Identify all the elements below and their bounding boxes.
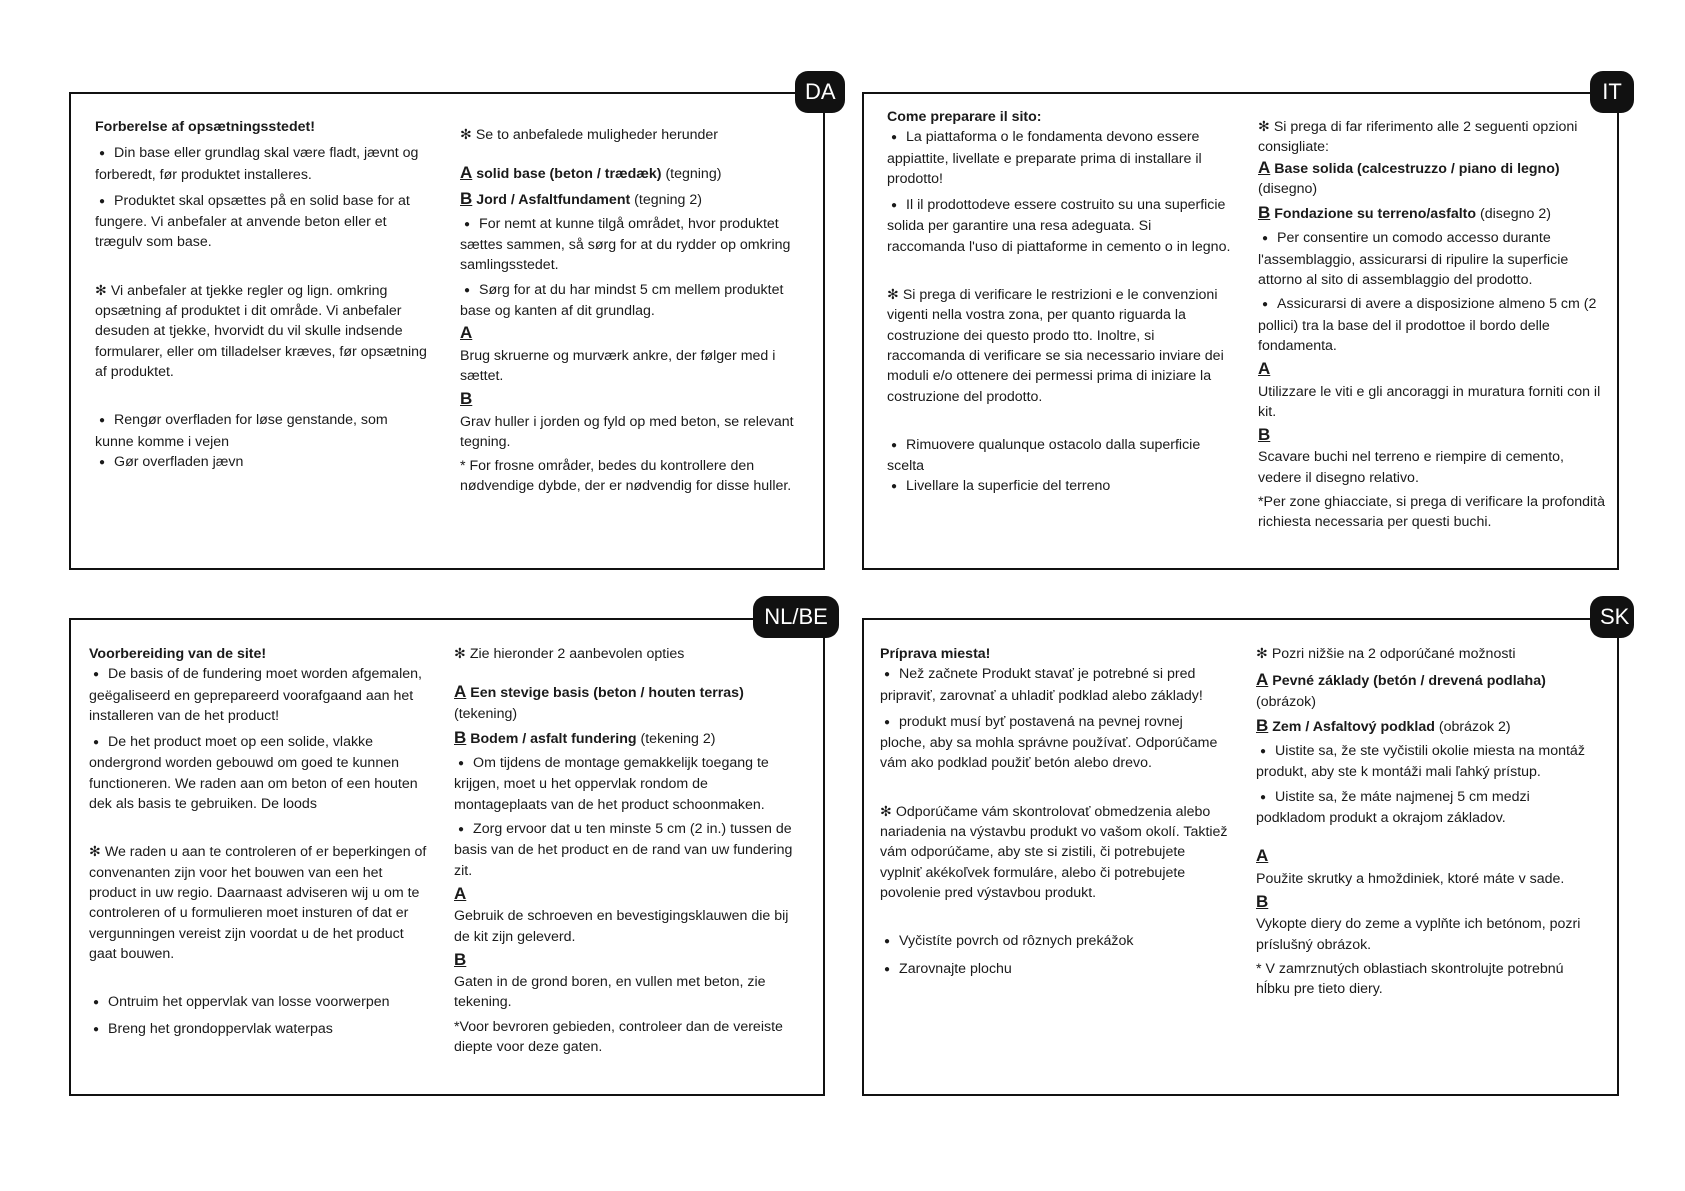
it-frost-note: *Per zone ghiacciate, si prega di verificare la profondità richiesta necessaria per questi buchi. — [1258, 494, 1605, 531]
it-section-b-text: Scavare buchi nel terreno e riempire di cemento, vedere il disegno relativo. — [1258, 449, 1564, 486]
da-option-b — [460, 189, 795, 210]
sk-section-a-text: Použite skrutky a hmoždiniek, ktoré máte v sade. — [1256, 870, 1565, 887]
sk-frost-note: * V zamrznutých oblastiach skontrolujte potrebnú hĺbku pre tieto diery. — [1256, 960, 1564, 998]
sk-bullet-2: ● produkt musí byť postavená na pevnej rovnej ploche, aby sa mohla správne používať. Odporúčame vám ako podklad použiť betón alebo drevo. — [880, 712, 1230, 774]
sk-section-a-heading: A — [1256, 846, 1269, 866]
it-bullet-1: ● La piattaforma o le fondamenta devono essere appiattite, livellate e preparate prima di installare il prodotto! — [887, 127, 1232, 189]
sk-left-column — [880, 644, 1230, 980]
da-bullet-3: ● Rengør overfladen for løse genstande, som kunne komme i vejen — [95, 410, 430, 452]
da-section-a-text: Brug skruerne og murværk ankre, der følger med i sættet. — [460, 347, 776, 384]
it-right-column — [1258, 117, 1610, 533]
nl-right-column — [454, 644, 799, 1057]
it-option-b-label: Fondazione su terreno/asfalto — [1274, 206, 1477, 223]
nl-left-column — [89, 644, 429, 1041]
it-option-a-sub: (disegno) — [1258, 180, 1318, 197]
sk-section-b-text: Vykopte diery do zeme a vyplňte ich betónom, pozri príslušný obrázok. — [1256, 916, 1581, 953]
it-bullet-5: ● Per consentire un comodo accesso durante l'assemblaggio, assicurarsi di ripulire la superficie attorno al sito di assemblaggio del prodotto. — [1258, 228, 1610, 290]
sk-option-a-sub: (obrázok) — [1256, 693, 1316, 710]
it-bullet-6: ● Assicurarsi di avere a disposizione almeno 5 cm (2 pollici) tra la base del il prodottoe il bordo delle fondamenta. — [1258, 294, 1610, 356]
lang-badge-da: DA — [795, 71, 845, 113]
da-option-a-letter: A — [460, 163, 473, 183]
da-option-a-label: solid base (beton / trædæk) — [476, 166, 662, 183]
sk-section-b-heading: B — [1256, 891, 1269, 911]
nl-option-a-sub: (tekening) — [454, 705, 518, 722]
nl-bullet-4: ● Breng het grondoppervlak waterpas — [89, 1019, 429, 1040]
da-option-b-label: Jord / Asfaltfundament — [476, 191, 631, 208]
nl-option-b-letter: B — [454, 727, 467, 747]
nl-bullet-1: ● De basis of de fundering moet worden afgemalen, geëgaliseerd en geprepareerd voorafgaand aan het installeren van de het product! — [89, 664, 429, 726]
nl-option-a — [454, 682, 799, 724]
nl-bullet-6: ● Zorg ervoor dat u ten minste 5 cm (2 in.) tussen de basis van de het product en de rand van uw fundering zit. — [454, 819, 799, 881]
da-left-column — [95, 117, 430, 473]
sk-option-a-label: Pevné základy (betón / drevená podlaha) — [1272, 673, 1546, 690]
nl-section-a-heading: A — [454, 883, 467, 903]
sk-right-column — [1256, 644, 1601, 999]
sk-option-a-letter: A — [1256, 670, 1269, 690]
it-option-b — [1258, 203, 1610, 224]
nl-option-b-sub: (tekening 2) — [640, 730, 716, 747]
sk-title: Príprava miesta! — [880, 646, 991, 662]
da-option-b-sub: (tegning 2) — [634, 191, 702, 208]
lang-badge-it: IT — [1590, 71, 1634, 113]
it-bullet-4: ● Livellare la superficie del terreno — [887, 476, 1232, 497]
nl-note: ✻ We raden u aan te controleren of er beperkingen of convenanten zijn voor het bouwen van een het product in uw regio. Daarnaast adviseren wij u om te controleren of u formulieren moet insturen of dat er vergunningen vereist zijn voordat u de het product gaat bouwen. — [89, 844, 427, 962]
da-title: Forberelse af opsætningsstedet! — [95, 119, 315, 135]
da-option-b-letter: B — [460, 188, 473, 208]
it-option-b-letter: B — [1258, 203, 1271, 223]
it-title: Come preparare il sito: — [887, 109, 1042, 125]
sk-option-b — [1256, 716, 1601, 737]
da-bullet-1: ● Din base eller grundlag skal være fladt, jævnt og forberedt, før produktet installeres. — [95, 143, 430, 185]
it-section-b-heading: B — [1258, 425, 1271, 445]
da-section-b-heading: B — [460, 389, 473, 409]
it-option-a-letter: A — [1258, 157, 1271, 177]
sk-options-intro: ✻ Pozri nižšie na 2 odporúčané možnosti — [1256, 646, 1516, 662]
it-option-a — [1258, 158, 1610, 200]
sk-bullet-1: ● Než začnete Produkt stavať je potrebné si pred pripraviť, zarovnať a uhladiť podklad alebo základy! — [880, 664, 1230, 706]
sk-option-b-sub: (obrázok 2) — [1438, 718, 1511, 735]
it-option-b-sub: (disegno 2) — [1480, 206, 1551, 223]
nl-bullet-2: ● De het product moet op een solide, vlakke ondergrond worden gebouwd om goed te kunnen functioneren. We raden aan om beton of een houten dek als basis te gebruiken. De loods — [89, 732, 429, 814]
sk-bullet-4: ● Zarovnajte plochu — [880, 959, 1230, 980]
da-frost-note: * For frosne områder, bedes du kontrollere den nødvendige dybde, der er nødvendig for disse huller. — [460, 458, 792, 495]
sk-bullet-6: ● Uistite sa, že máte najmenej 5 cm medzi podkladom produkt a okrajom základov. — [1256, 787, 1601, 829]
nl-title: Voorbereiding van de site! — [89, 646, 267, 662]
nl-option-b — [454, 728, 799, 749]
nl-option-b-label: Bodem / asfalt fundering — [470, 730, 637, 747]
da-section-b-text: Grav huller i jorden og fyld op med beton, se relevant tegning. — [460, 413, 794, 450]
nl-bullet-3: ● Ontruim het oppervlak van losse voorwerpen — [89, 992, 429, 1013]
it-note: ✻ Si prega di verificare le restrizioni e le convenzioni vigenti nella vostra zona, per quanto riguarda la costruzione dei questo prodo tto. Inoltre, si raccomanda di verificare se sia necessario inviare dei moduli e/o ottenere dei permessi prima di iniziare la costruzione del prodotto. — [887, 287, 1224, 405]
it-bullet-3: ● Rimuovere qualunque ostacolo dalla superficie scelta — [887, 435, 1232, 477]
it-bullet-2: ● Il il prodottodeve essere costruito su una superficie solida per garantire una resa adeguata. Si raccomanda l'uso di piattaforme in cemento o in legno. — [887, 195, 1232, 257]
sk-note: ✻ Odporúčame vám skontrolovať obmedzenia alebo nariadenia na výstavbu produkt vo vašom okolí. Taktiež vám odporúčame, aby ste si zistili, či potrebujete vyplniť akékoľvek formuláre, alebo či potrebujete povolenie pred výstavbou produkt. — [880, 803, 1228, 901]
sk-option-a — [1256, 670, 1601, 712]
da-bullet-2: ● Produktet skal opsættes på en solid base for at fungere. Vi anbefaler at anvende beton eller et trægulv som base. — [95, 191, 430, 253]
da-options-intro: ✻ Se to anbefalede muligheder herunder — [460, 127, 718, 143]
da-section-a-heading: A — [460, 323, 473, 343]
sk-option-b-label: Zem / Asfaltový podklad — [1272, 718, 1435, 735]
sk-option-b-letter: B — [1256, 715, 1269, 735]
nl-option-a-letter: A — [454, 682, 467, 702]
it-option-a-label: Base solida (calcestruzzo / piano di legno) — [1274, 160, 1560, 177]
da-bullet-4: ● Gør overfladen jævn — [95, 452, 430, 473]
nl-section-a-text: Gebruik de schroeven en bevestigingsklauwen die bij de kit zijn geleverd. — [454, 908, 789, 945]
da-bullet-6: ● Sørg for at du har mindst 5 cm mellem produktet base og kanten af dit grundlag. — [460, 280, 795, 322]
it-left-column — [887, 107, 1232, 498]
nl-bullet-5: ● Om tijdens de montage gemakkelijk toegang te krijgen, moet u het oppervlak rondom de montageplaats van de het product schoonmaken. — [454, 753, 799, 815]
nl-section-b-text: Gaten in de grond boren, en vullen met beton, zie tekening. — [454, 974, 766, 1011]
lang-badge-sk: SK — [1590, 596, 1634, 638]
it-section-a-heading: A — [1258, 359, 1271, 379]
it-options-intro: ✻ Si prega di far riferimento alle 2 seguenti opzioni consigliate: — [1258, 119, 1578, 156]
it-section-a-text: Utilizzare le viti e gli ancoraggi in muratura forniti con il kit. — [1258, 383, 1601, 420]
da-bullet-5: ● For nemt at kunne tilgå området, hvor produktet sættes sammen, så sørg for at du rydder op omkring samlingsstedet. — [460, 214, 795, 276]
da-option-a-sub: (tegning) — [665, 166, 722, 183]
da-note: ✻ Vi anbefaler at tjekke regler og lign. omkring opsætning af produktet i dit område. Vi anbefaler desuden at tjekke, hvorvidt du vil skulle indsende formularer, eller om tilladelser kræves, før opsætning af produktet. — [95, 282, 427, 380]
nl-options-intro: ✻ Zie hieronder 2 aanbevolen opties — [454, 646, 685, 662]
da-option-a — [460, 163, 795, 184]
nl-frost-note: *Voor bevroren gebieden, controleer dan de vereiste diepte voor deze gaten. — [454, 1018, 783, 1056]
sk-bullet-3: ● Vyčistíte povrch od rôznych prekážok — [880, 931, 1230, 952]
nl-section-b-heading: B — [454, 949, 467, 969]
lang-badge-nl: NL/BE — [753, 596, 839, 638]
da-right-column — [460, 125, 795, 497]
nl-option-a-label: Een stevige basis (beton / houten terras) — [470, 685, 744, 702]
sk-bullet-5: ● Uistite sa, že ste vyčistili okolie miesta na montáž produkt, aby ste k montáži mali ľahký prístup. — [1256, 741, 1601, 783]
